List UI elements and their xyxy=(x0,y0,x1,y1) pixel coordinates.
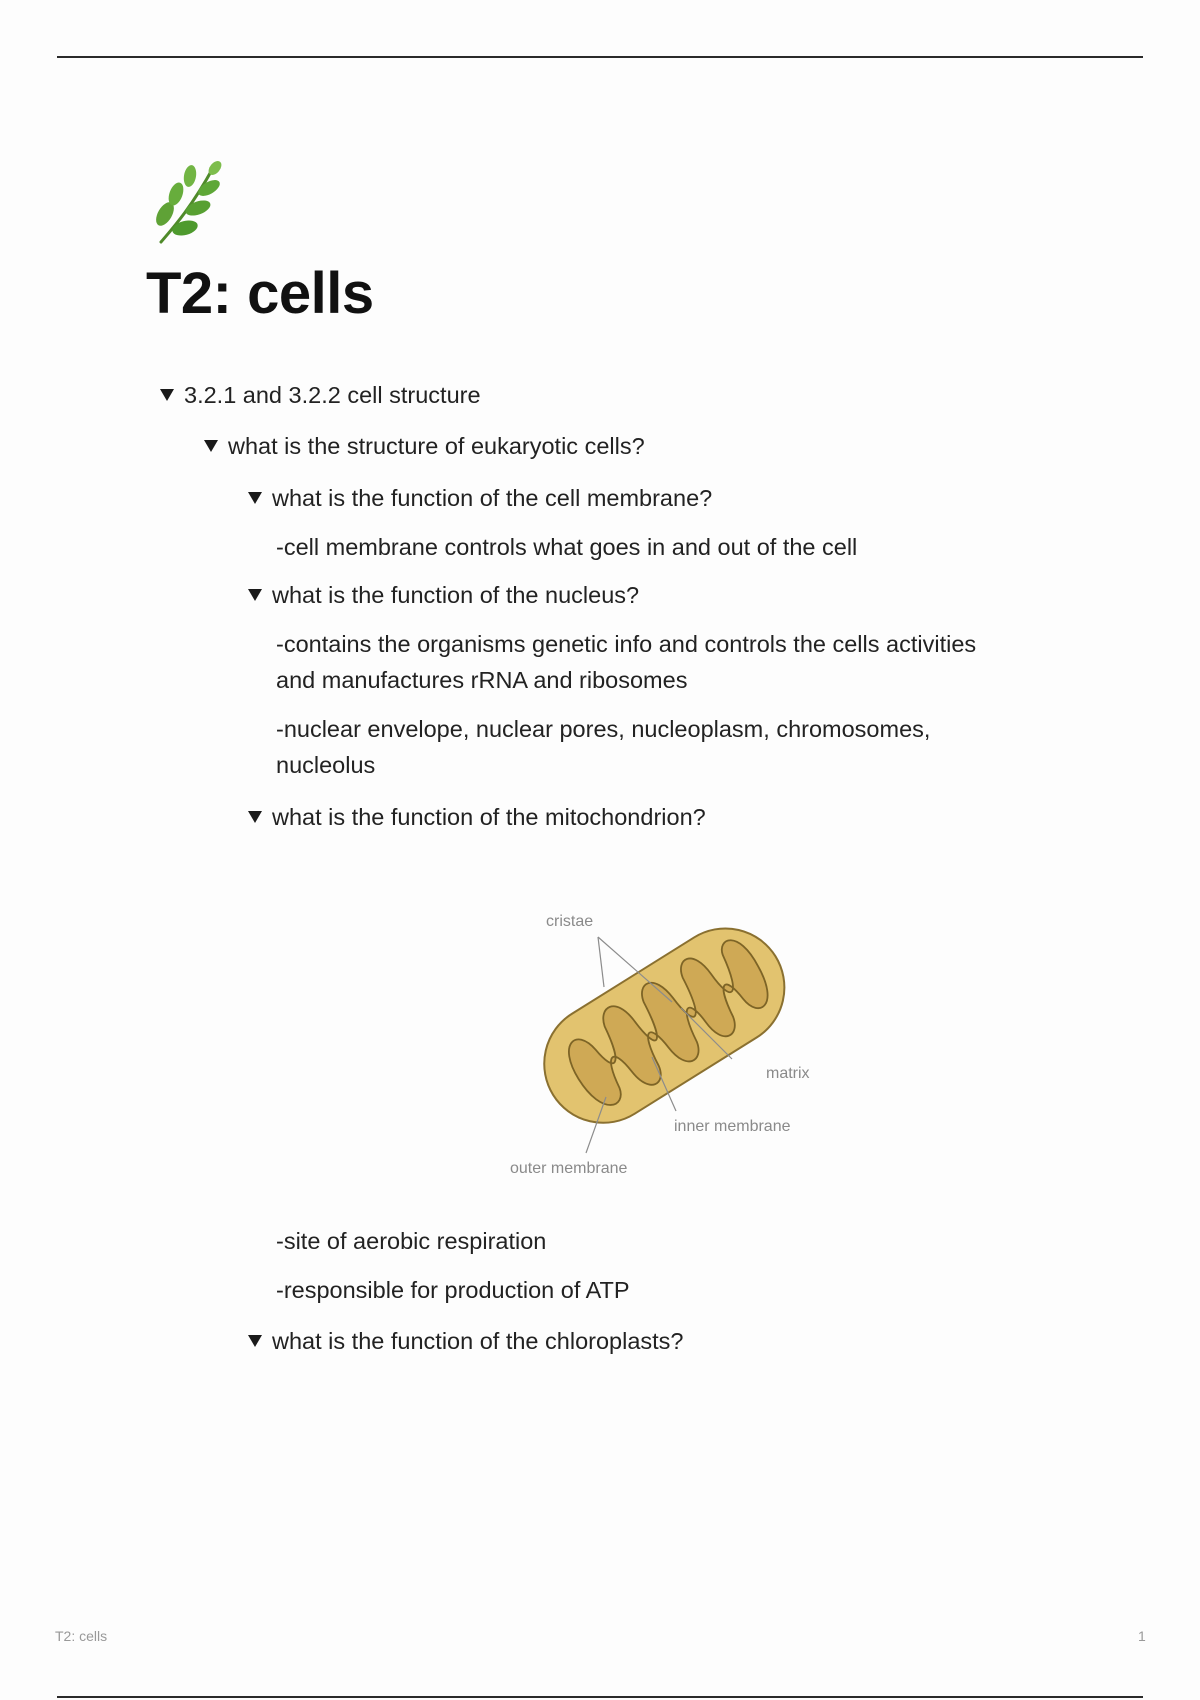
toggle-cell-membrane[interactable] xyxy=(248,480,712,516)
toggle-cell-structure[interactable] xyxy=(160,377,481,413)
answer-text: -responsible for production of ATP xyxy=(276,1277,630,1303)
answer-text: -cell membrane controls what goes in and out of the cell xyxy=(276,534,858,560)
toggle-triangle-icon[interactable] xyxy=(204,440,218,452)
label-outer-membrane: outer membrane xyxy=(510,1160,628,1177)
toggle-label: 3.2.1 and 3.2.2 cell structure xyxy=(184,382,481,408)
label-cristae: cristae xyxy=(546,913,594,930)
footer-page-number: 1 xyxy=(1138,1628,1146,1644)
footer-title: T2: cells xyxy=(55,1628,108,1644)
toggle-label: what is the function of the nucleus? xyxy=(272,582,640,608)
toggle-label: what is the structure of eukaryotic cells? xyxy=(228,433,645,459)
toggle-mitochondrion[interactable] xyxy=(248,799,706,835)
herb-leaf-icon xyxy=(143,158,233,248)
mitochondrion-diagram xyxy=(494,875,834,1185)
toggle-nucleus[interactable] xyxy=(248,577,639,613)
page-title: T2: cells xyxy=(146,261,374,326)
toggle-triangle-icon[interactable] xyxy=(248,492,262,504)
toggle-triangle-icon[interactable] xyxy=(248,589,262,601)
answer-text: and manufactures rRNA and ribosomes xyxy=(276,667,688,693)
answer-text: -site of aerobic respiration xyxy=(276,1228,547,1254)
toggle-eukaryotic-structure[interactable] xyxy=(204,428,645,464)
toggle-triangle-icon[interactable] xyxy=(160,389,174,401)
toggle-triangle-icon[interactable] xyxy=(248,811,262,823)
toggle-label: what is the function of the chloroplasts? xyxy=(272,1328,684,1354)
top-divider xyxy=(57,56,1143,58)
answer-text: -contains the organisms genetic info and controls the cells activities xyxy=(276,631,977,657)
label-inner-membrane: inner membrane xyxy=(674,1118,791,1135)
bottom-divider xyxy=(57,1696,1143,1698)
toggle-label: what is the function of the cell membrane? xyxy=(272,485,713,511)
toggle-chloroplasts[interactable] xyxy=(248,1323,684,1359)
label-matrix: matrix xyxy=(766,1065,810,1082)
toggle-triangle-icon[interactable] xyxy=(248,1335,262,1347)
cristae-leader xyxy=(598,937,604,987)
answer-text: nucleolus xyxy=(276,752,376,778)
toggle-label: what is the function of the mitochondrion? xyxy=(272,804,706,830)
answer-text: -nuclear envelope, nuclear pores, nucleoplasm, chromosomes, xyxy=(276,716,931,742)
